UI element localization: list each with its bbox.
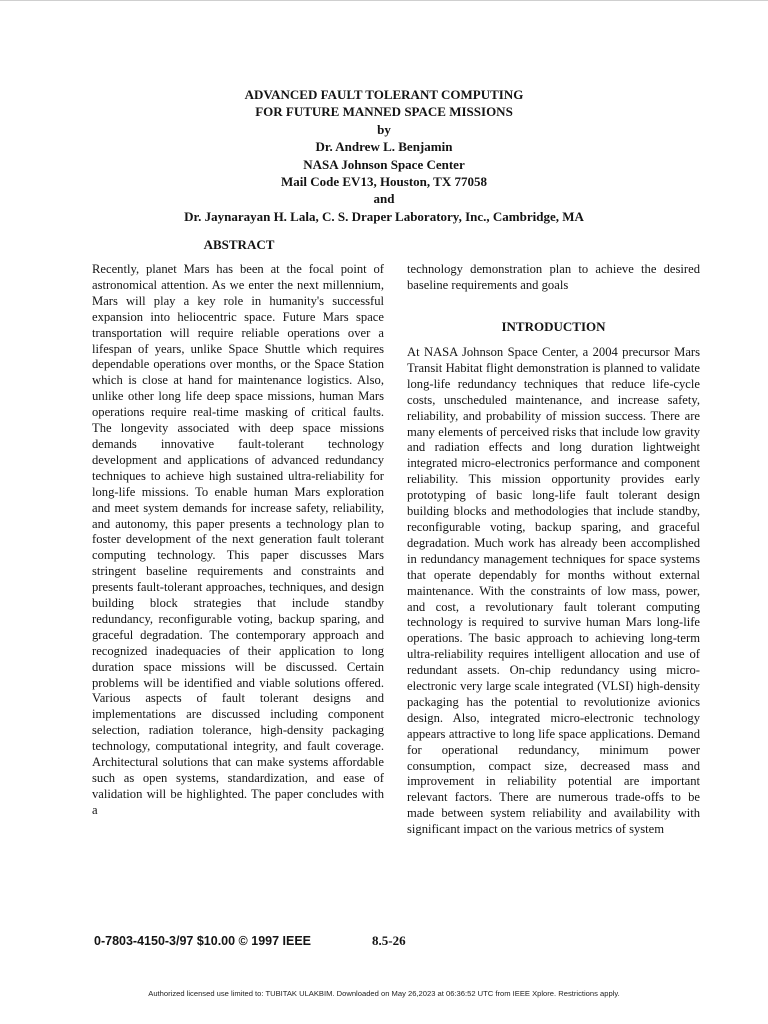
- author-2: Dr. Jaynarayan H. Lala, C. S. Draper Laboratory, Inc., Cambridge, MA: [184, 208, 584, 224]
- abstract-column: [92, 262, 384, 819]
- abstract-heading: ABSTRACT: [203, 237, 275, 252]
- author-1-org: NASA Johnson Space Center: [303, 156, 465, 172]
- introduction-heading: INTRODUCTION: [501, 319, 606, 334]
- title-line-1: ADVANCED FAULT TOLERANT COMPUTING: [244, 87, 524, 102]
- introduction-column: [407, 345, 700, 838]
- top-rule: [0, 0, 768, 1]
- license-notice: Authorized licensed use limited to: TUBITAK ULAKBIM. Downloaded on May 26,2023 at 06:36:52 UTC from IEEE Xplore. Restrictions apply.: [148, 989, 620, 998]
- page-number: 8.5-26: [372, 933, 406, 948]
- author-1-address: Mail Code EV13, Houston, TX 77058: [281, 174, 487, 190]
- abstract-continuation: technology demonstration plan to achieve the desired baseline requirements and goals: [407, 262, 700, 292]
- abstract-text: Recently, planet Mars has been at the focal point of astronomical attention. As we enter the next millennium, Mars will play a key role in humanity's successful expansion into heliocentric space. Future Mars space transportation will require reliable operations over a lifespan of years, unlike Space Shuttle which requires dependable operations over months, or the Space Station which is close at hand for maintenance logistics. Also, unlike other long life deep space missions, human Mars operations require real-time masking of critical faults. The longevity associated with deep space missions demands innovative fault-tolerant technology development and applications of advanced redundancy techniques to achieve high sustained ultra-reliability for long-life missions. To enable human Mars exploration and meet system demands for increase safety, reliability, and autonomy, this paper presents a technology plan to foster development of the next generation fault tolerant computing technology. This paper discusses Mars stringent baseline requirements and constraints and presents fault-tolerant approaches, techniques, and design building block strategies that include standby redundancy, reconfigurable voting, backup sparing, and graceful degradation. The contemporary approach and recognized inadequacies of their application to long duration space missions will be discussed. Certain problems will be identified and viable solutions offered. Various aspects of fault tolerant designs and implementations are discussed including component selection, radiation tolerance, high-density packaging technology, computational integrity, and fault coverage. Architectural solutions that can make systems affordable such as open systems, standardization, and ease of validation will be highlighted. The paper concludes with a: [92, 262, 384, 817]
- title-line-2: FOR FUTURE MANNED SPACE MISSIONS: [255, 104, 513, 120]
- paper-header: [0, 86, 768, 225]
- publication-ids: 0-7803-4150-3/97 $10.00 © 1997 IEEE: [94, 934, 312, 948]
- by-line: by: [377, 121, 391, 137]
- and-line: and: [373, 191, 395, 207]
- author-1-name: Dr. Andrew L. Benjamin: [315, 139, 453, 155]
- right-column: [407, 262, 700, 294]
- introduction-text: At NASA Johnson Space Center, a 2004 precursor Mars Transit Habitat flight demonstration is planned to validate long-life redundancy techniques that reduce life-cycle costs, unscheduled maintenance, and increase safety, reliability, and probability of mission success. There are many elements of perceived risks that include low gravity and radiation effects and long duration lightweight integrated micro-electronics performance and component reliability. This mission opportunity provides early prototyping of basic long-life fault tolerant design building blocks and methodologies that include standby, reconfigurable voting, backup sparing, and graceful degradation. Much work has already been accomplished in redundancy management techniques for space systems that operate dependably for months without external maintenance. With the constraints of low mass, power, and cost, a revolutionary fault tolerant computing technology is required to survive human Mars long-life operations. The basic approach to achieving long-term ultra-reliability requires intelligent allocation and use of redundant assets. On-chip redundancy using micro-electronic very large scale integrated (VLSI) high-density packaging has the potential to revolutionize avionics design. Also, integrated micro-electronic technology appears attractive to long life space applications. Demand for operational redundancy, minimum power consumption, compact size, decreased mass and improvement in reliability potential are important relevant factors. There are numerous trade-offs to be made between system reliability and availability with significant impact on the various metrics of system: [407, 345, 700, 837]
